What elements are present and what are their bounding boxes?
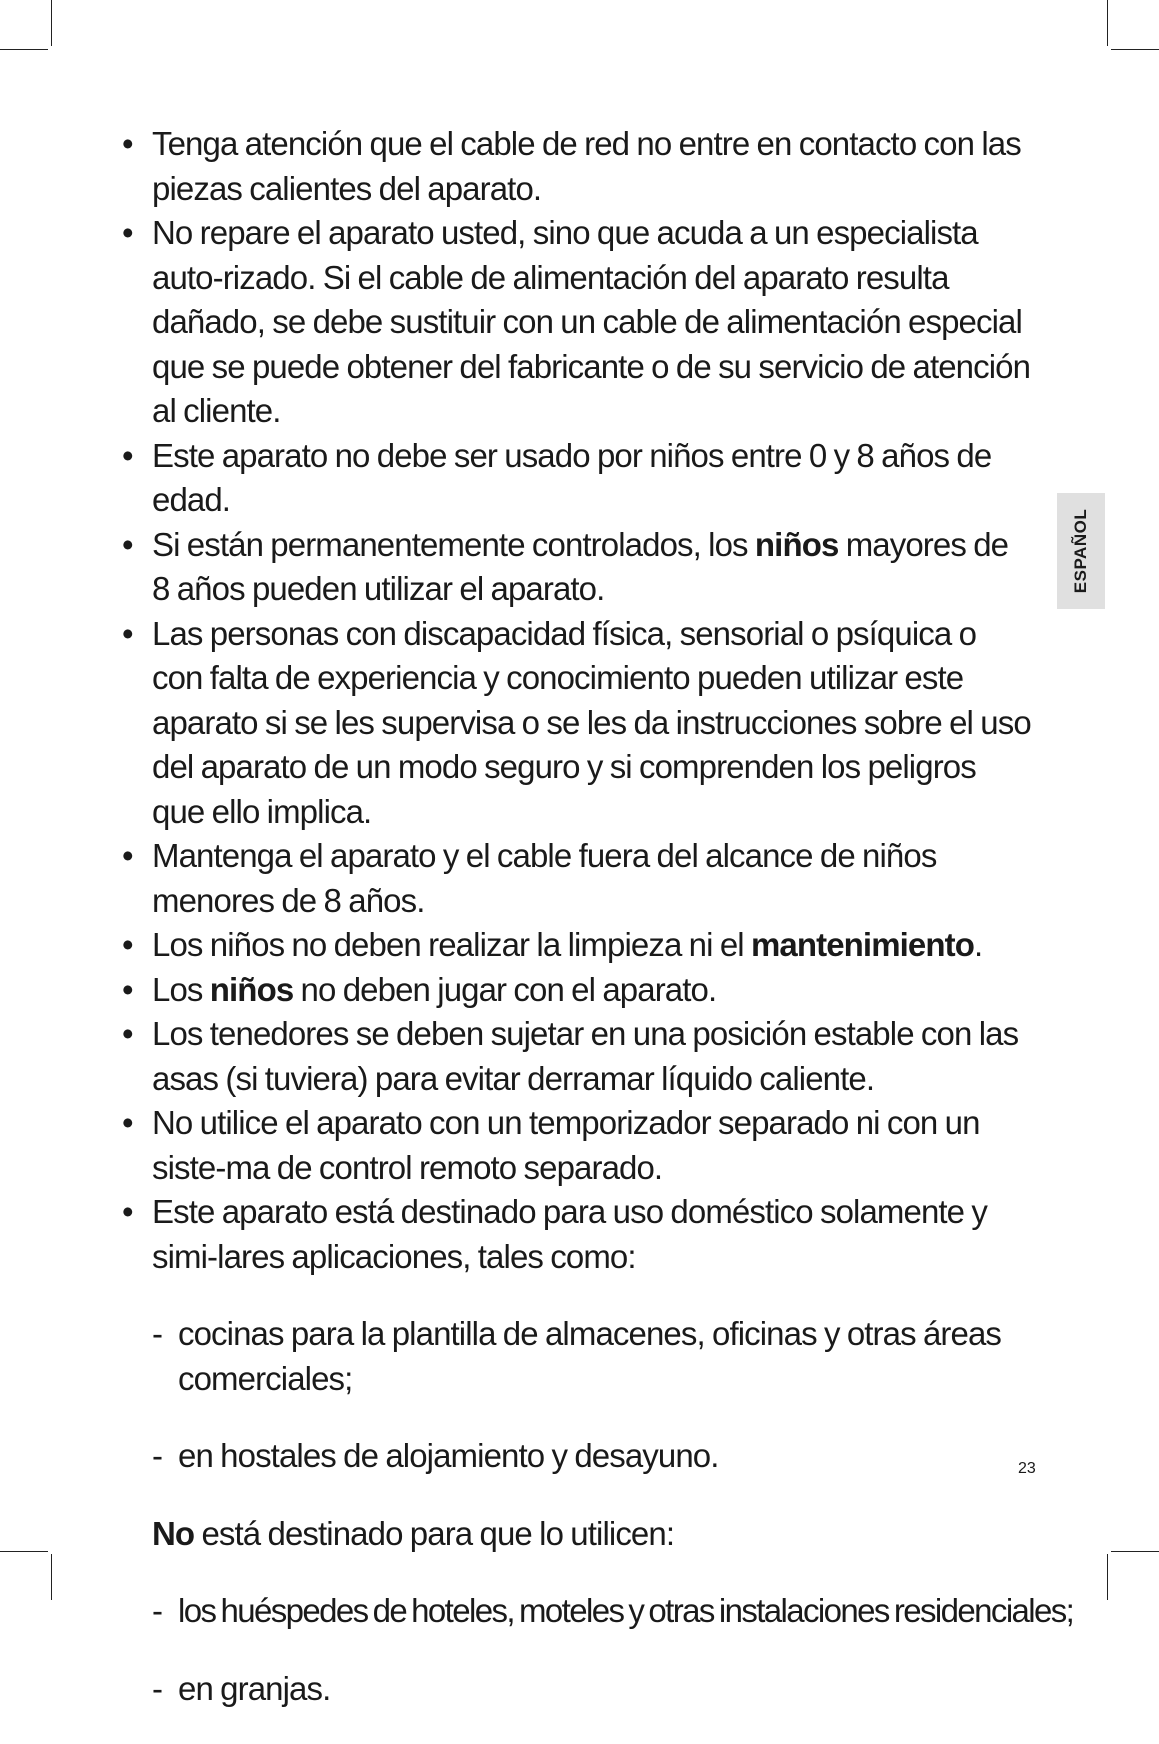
- bullet-text: No repare el aparato usted, sino que acuda a un especialista auto-rizado. Si el cable de alimentación del aparato resulta dañado, se debe sustituir con un cable de alimentación especial que se puede obtener del fabricante o de su servicio de atención al cliente.: [152, 214, 1031, 429]
- crop-mark-bottom-left-v: [51, 1554, 52, 1600]
- crop-mark-bottom-right-h: [1111, 1551, 1159, 1552]
- bullet-text: Este aparato está destinado para uso doméstico solamente y simi-lares aplicaciones, tales como:: [152, 1193, 988, 1275]
- language-tab: [1057, 493, 1105, 609]
- sub-list-item: [122, 1667, 1032, 1712]
- list-item: [122, 1190, 1032, 1279]
- bullet-text-before: Los niños no deben realizar la limpieza ni el: [152, 926, 751, 963]
- list-item: [122, 923, 1032, 968]
- crop-mark-bottom-left-h: [0, 1551, 48, 1552]
- dash-glyph: -: [152, 1592, 163, 1629]
- page-number: 23: [1018, 1460, 1036, 1477]
- list-item: [122, 523, 1032, 612]
- bullet-glyph: •: [122, 1193, 133, 1230]
- bullet-text-bold: niños: [209, 970, 294, 1008]
- crop-mark-top-left-h: [0, 49, 48, 50]
- sub-item-text: los huéspedes de hoteles, moteles y otras instalaciones residenciales;: [178, 1592, 1074, 1629]
- bullet-glyph: •: [122, 436, 133, 474]
- bullet-text: Los tenedores se deben sujetar en una posición estable con las asas (si tuviera) para evitar derramar líquido caliente.: [152, 1015, 1019, 1097]
- dash-glyph: -: [152, 1315, 163, 1352]
- sub-list-item: [122, 1434, 1032, 1479]
- bullet-text-bold: niños: [754, 525, 839, 563]
- bullet-text: Mantenga el aparato y el cable fuera del alcance de niños menores de 8 años.: [152, 837, 937, 919]
- list-item: [122, 612, 1032, 835]
- bullet-glyph: •: [122, 125, 133, 162]
- bullet-glyph: •: [122, 837, 133, 874]
- list-item: [122, 834, 1032, 923]
- bullet-glyph: •: [122, 214, 133, 251]
- bullet-glyph: •: [122, 614, 133, 652]
- note-text: está destinado para que lo utilicen:: [194, 1514, 675, 1552]
- list-item: [122, 1012, 1032, 1101]
- list-item: [122, 434, 1032, 523]
- bullet-glyph: •: [122, 926, 133, 963]
- crop-mark-top-right-h: [1111, 49, 1159, 50]
- bullet-text-before: Si están permanentemente controlados, los: [152, 525, 755, 563]
- bullet-glyph: •: [122, 525, 133, 563]
- sub-list-item: [122, 1589, 1074, 1634]
- sub-item-text: en hostales de alojamiento y desayuno.: [178, 1437, 719, 1474]
- sub-item-text: en granjas.: [178, 1669, 331, 1707]
- dash-glyph: -: [152, 1437, 163, 1474]
- bullet-text: No utilice el aparato con un temporizador separado ni con un siste-ma de control remoto separado.: [152, 1104, 980, 1186]
- bullet-text: Este aparato no debe ser usado por niños entre 0 y 8 años de edad.: [152, 436, 992, 518]
- bullet-text: Tenga atención que el cable de red no entre en contacto con las piezas calientes del aparato.: [152, 125, 1021, 207]
- list-item: [122, 122, 1032, 211]
- list-item: [122, 211, 1032, 434]
- language-tab-label: ESPAÑOL: [1071, 508, 1090, 594]
- list-item: [122, 1101, 1032, 1190]
- bullet-text-before: Los: [152, 970, 210, 1008]
- sub-item-text: cocinas para la plantilla de almacenes, oficinas y otras áreas comerciales;: [178, 1315, 1002, 1397]
- crop-mark-top-left-v: [51, 0, 52, 46]
- bullet-text-after: mayores de 8 años pueden utilizar el aparato.: [152, 525, 1009, 607]
- bullet-text-after: no deben jugar con el aparato.: [293, 970, 717, 1008]
- sub-list-item: [122, 1312, 1032, 1401]
- bullet-text-bold: mantenimiento: [750, 926, 974, 963]
- crop-mark-bottom-right-v: [1107, 1554, 1108, 1600]
- not-intended-note: [122, 1512, 1032, 1557]
- bullet-text-after: .: [973, 926, 983, 963]
- bullet-glyph: •: [122, 970, 133, 1008]
- dash-glyph: -: [152, 1669, 163, 1707]
- list-item: [122, 968, 1032, 1013]
- note-bold: No: [152, 1514, 195, 1552]
- bullet-text: Las personas con discapacidad física, sensorial o psíquica o con falta de experiencia y conocimiento pueden utilizar este aparato si se les supervisa o se les da instrucciones sobre el uso del aparato de un modo seguro y si comprenden los peligros que ello implica.: [152, 614, 1031, 830]
- bullet-glyph: •: [122, 1104, 133, 1141]
- safety-instructions: [122, 122, 1074, 1744]
- bullet-glyph: •: [122, 1015, 133, 1052]
- crop-mark-top-right-v: [1107, 0, 1108, 46]
